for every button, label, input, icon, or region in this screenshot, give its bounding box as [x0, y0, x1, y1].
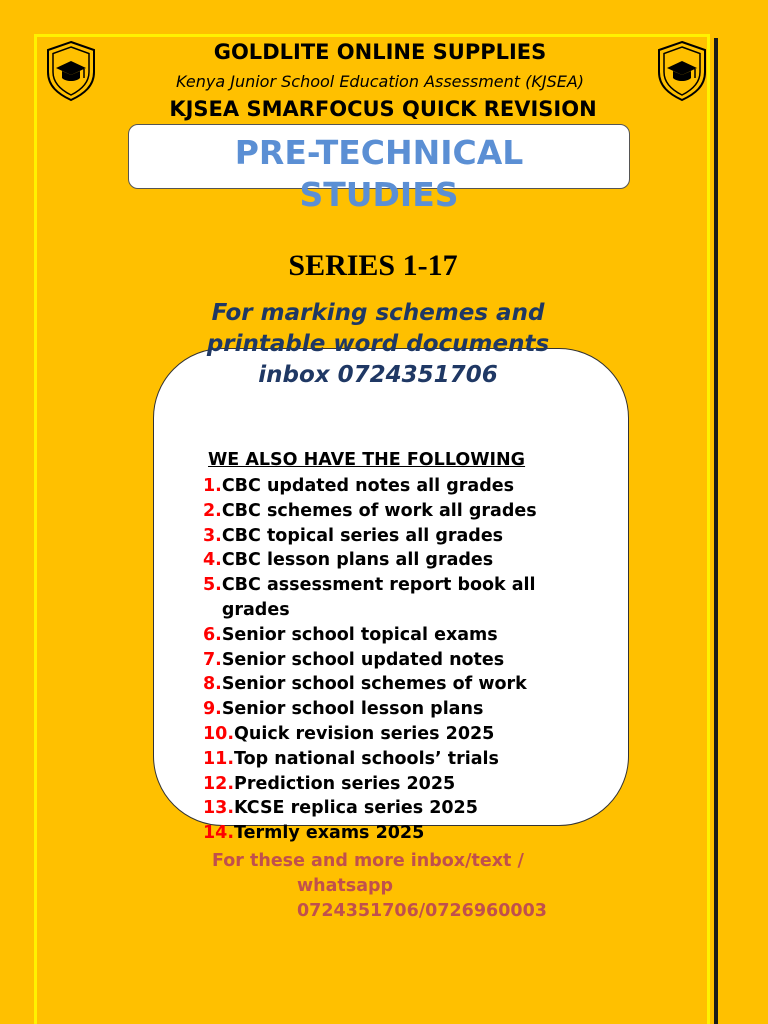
- list-item: [203, 499, 603, 524]
- list-number: 1.: [203, 476, 222, 496]
- footer-line2: whatsapp: [297, 875, 394, 896]
- list-text: CBC assessment report book all grades: [221, 575, 536, 620]
- list-text: KCSE replica series 2025: [234, 798, 478, 819]
- page-edge-shadow: [714, 38, 718, 1024]
- list-number: 13.: [203, 798, 235, 819]
- contact-footer: [212, 849, 547, 923]
- list-item: [203, 722, 603, 747]
- list-item: [203, 821, 603, 846]
- list-item: [203, 623, 603, 648]
- marking-note-line1: For marking schemes and: [211, 300, 545, 326]
- list-number: 8.: [203, 674, 222, 695]
- list-text: Termly exams 2025: [234, 823, 425, 844]
- list-text: CBC updated notes all grades: [221, 476, 515, 496]
- list-text: Prediction series 2025: [234, 773, 456, 794]
- list-number: 6.: [203, 624, 222, 645]
- subject-title: [128, 132, 630, 216]
- list-text: CBC schemes of work all grades: [221, 500, 537, 521]
- list-item: [203, 524, 603, 549]
- list-item: [203, 672, 603, 697]
- list-item: [203, 747, 603, 772]
- services-heading: WE ALSO HAVE THE FOLLOWING: [208, 450, 526, 470]
- company-name: GOLDLITE ONLINE SUPPLIES: [213, 40, 547, 64]
- marking-note-line2: printable word documents: [206, 331, 550, 357]
- list-item: [203, 474, 603, 499]
- list-number: 12.: [203, 773, 235, 794]
- marking-note-line3: inbox 0724351706: [258, 362, 498, 388]
- subject-title-line1: PRE-TECHNICAL: [234, 133, 524, 172]
- marking-scheme-note: [150, 298, 606, 391]
- list-text: Top national schools’ trials: [234, 748, 499, 769]
- list-number: 5.: [203, 575, 222, 596]
- assessment-name: Kenya Junior School Education Assessment (KJSEA): [175, 72, 585, 91]
- list-text: Senior school lesson plans: [221, 699, 484, 720]
- list-text: Senior school topical exams: [221, 624, 498, 645]
- list-number: 11.: [203, 748, 235, 769]
- list-item: [203, 697, 603, 722]
- series-label: SERIES 1-17: [288, 249, 458, 282]
- list-number: 2.: [203, 500, 222, 521]
- list-item: [203, 772, 603, 797]
- services-list: [203, 474, 603, 846]
- footer-phone-numbers: 0724351706/0726960003: [297, 900, 547, 921]
- list-number: 14.: [203, 823, 235, 844]
- list-number: 4.: [203, 550, 222, 571]
- list-text: CBC lesson plans all grades: [221, 550, 494, 571]
- list-item: [203, 548, 603, 573]
- list-text: CBC topical series all grades: [221, 525, 504, 546]
- list-text: Quick revision series 2025: [234, 723, 495, 744]
- list-number: 10.: [203, 723, 235, 744]
- list-number: 9.: [203, 699, 222, 720]
- list-number: 3.: [203, 525, 222, 546]
- revision-title: KJSEA SMARFOCUS QUICK REVISION: [169, 97, 597, 121]
- list-item: [203, 573, 603, 623]
- list-text: Senior school schemes of work: [221, 674, 527, 695]
- list-item: [203, 796, 603, 821]
- footer-line1: For these and more inbox/text /: [212, 851, 524, 871]
- subject-title-line2: STUDIES: [299, 175, 459, 214]
- list-text: Senior school updated notes: [221, 649, 505, 670]
- list-item: [203, 648, 603, 673]
- list-number: 7.: [203, 649, 222, 670]
